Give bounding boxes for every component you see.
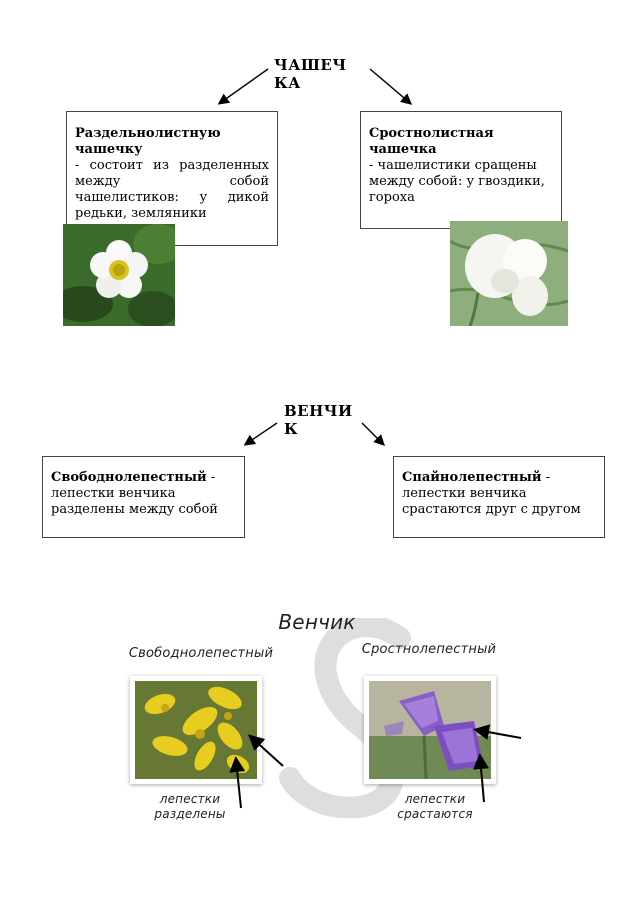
calyx-fused-text: - чашелистики сращены между собой: у гвоздики, гороха [369,158,545,205]
corolla-title: ВЕНЧИ К [284,402,353,438]
calyx-separate-text: - состоит из разделенных между собой чашелистиков: у дикой редьки, земляники [75,158,269,221]
figure-title: Венчик [278,610,356,634]
corolla-free-text: - лепестки венчика разделены между собой [51,470,218,517]
calyx-title: ЧАШЕЧ КА [274,56,347,92]
calyx-separate-heading: Раздельнолистную чашечку [75,126,221,157]
free-petal-caption: лепестки разделены [154,792,226,821]
figure-left-label: Свободнолепестный [128,646,274,661]
fused-petal-caption: лепестки срастаются [397,792,473,821]
calyx-fused-heading: Сростнолистная чашечка [369,126,494,157]
figure-right-label: Сростнолепестный [361,642,497,657]
corolla-fused-text: - лепестки венчика срастаются друг с другом [402,470,581,517]
corolla-free-heading: Свободнолепестный [51,470,207,485]
corolla-fused-heading: Спайнолепестный [402,470,542,485]
